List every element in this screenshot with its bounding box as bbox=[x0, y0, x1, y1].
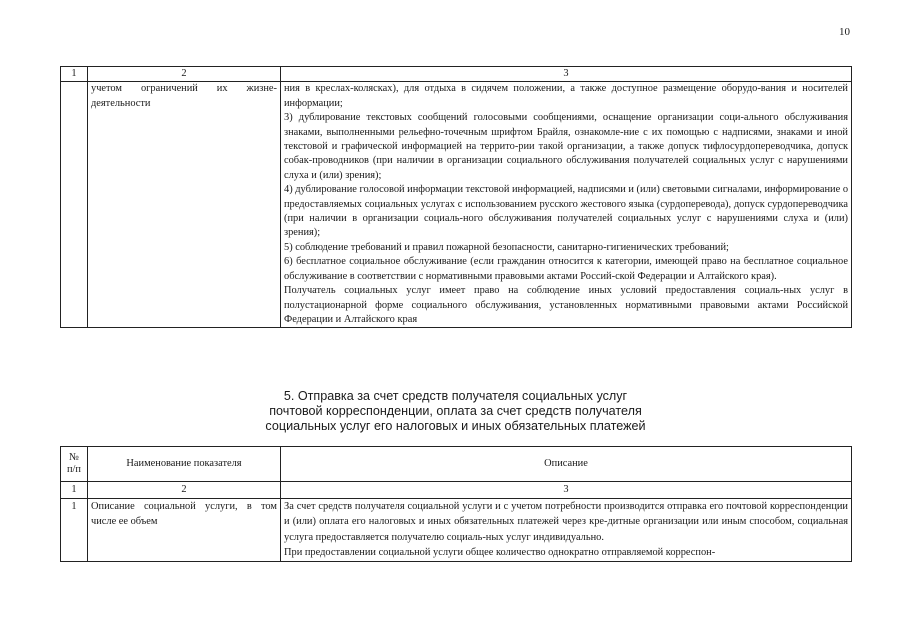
column-number: 2 bbox=[88, 67, 281, 82]
description-paragraph: За счет средств получателя социальной услуги и с учетом потребности производится отправка его почтовой корреспонденции и (или) оплата его налоговых и иных обязательных платежей через кре-дитные организации или иным способом, социальная услуга предоставляется получателю социаль-ных услуг индивидуально. bbox=[284, 500, 848, 543]
row-number-cell bbox=[61, 82, 88, 328]
indicator-name-cell: учетом ограничений их жизне-деятельности bbox=[88, 82, 281, 328]
column-number: 1 bbox=[61, 482, 88, 499]
description-paragraph: 3) дублирование текстовых сообщений голосовыми сообщениями, оснащение организации соци-ального обслуживания знаками, выполненными рельефно-точечным шрифтом Брайля, ознакомле-ние с их помощью с надписями, знаками и иной текстовой и графической информацией на террито-рии такой организации, а также допуск тифлосурдопереводчика, допуск собак-проводников (при наличии в организации социального обслуживания получателей социальных услуг с нарушениями слуха и (или) зрения); bbox=[284, 112, 848, 181]
table-row bbox=[61, 498, 852, 561]
section-title-line: почтовой корреспонденции, оплата за счет средств получателя bbox=[269, 404, 642, 418]
column-number: 3 bbox=[281, 67, 852, 82]
description-paragraph: 5) соблюдение требований и правил пожарной безопасности, санитарно-гигиенических требований; bbox=[284, 241, 729, 253]
header-number: № п/п bbox=[61, 447, 88, 482]
header-description: Описание bbox=[281, 447, 852, 482]
section-title-line: социальных услуг его налоговых и иных обязательных платежей bbox=[265, 419, 646, 433]
header-indicator-name: Наименование показателя bbox=[88, 447, 281, 482]
page-number: 10 bbox=[839, 26, 850, 38]
description-cell bbox=[281, 498, 852, 561]
description-paragraph: ния в креслах-колясках), для отдыха в сидячем положении, а также доступное размещение оборудо-вания и носителей информации; bbox=[284, 83, 848, 109]
column-number-row bbox=[61, 67, 852, 82]
column-number: 3 bbox=[281, 482, 852, 499]
description-cell bbox=[281, 82, 852, 328]
description-paragraph: 4) дублирование голосовой информации текстовой информацией, надписями и (или) световыми сигналами, информирование о предоставляемых социальных услугах с использованием русского жестового языка (сурдоперевода), допуск сурдопереводчика (при наличии в организации социаль-ного обслуживания получателей социальных услуг с нарушениями слуха и (или) зрения); bbox=[284, 184, 849, 239]
section-title bbox=[60, 389, 851, 434]
section-title-line: 5. Отправка за счет средств получателя социальных услуг bbox=[283, 389, 628, 403]
table-row bbox=[61, 82, 852, 328]
row-number-cell: 1 bbox=[61, 498, 88, 561]
description-paragraph: Получатель социальных услуг имеет право на соблюдение иных условий предоставления социаль-ных услуг в полустационарной форме социального обслуживания, установленных нормативными правовыми актами Российской Федерации и Алтайского края bbox=[284, 285, 848, 325]
indicator-name-cell: Описание социальной услуги, в том числе ее объем bbox=[88, 498, 281, 561]
description-paragraph: 6) бесплатное социальное обслуживание (если гражданин относится к категории, имеющей право на бесплатное социальное обслуживание в соответствии с нормативными правовыми актами Россий-ской Федерации и Алтайского края). bbox=[284, 256, 848, 282]
header-row bbox=[61, 447, 852, 482]
column-number: 2 bbox=[88, 482, 281, 499]
continuation-table bbox=[60, 66, 852, 328]
column-number: 1 bbox=[61, 67, 88, 82]
service-table bbox=[60, 446, 852, 562]
description-paragraph: При предоставлении социальной услуги общее количество однократно отправляемой корреспон- bbox=[284, 547, 716, 559]
column-number-row bbox=[61, 482, 852, 499]
